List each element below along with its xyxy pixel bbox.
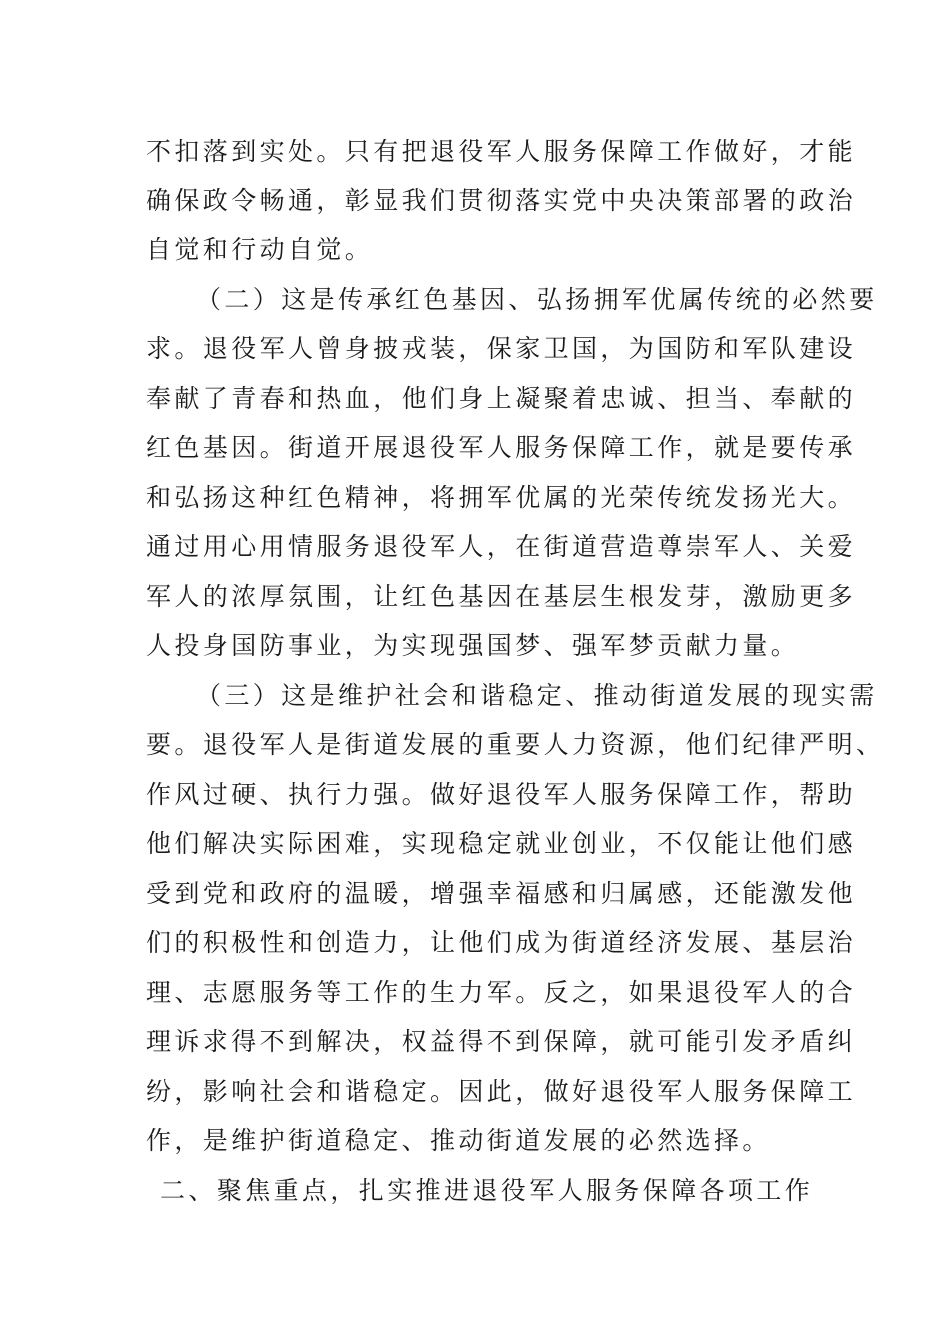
text-line: 自觉和行动自觉。 [146,235,374,264]
text-line: 理诉求得不到解决，权益得不到保障，就可能引发矛盾纠 [146,1027,857,1056]
text-line: 红色基因。街道开展退役军人服务保障工作，就是要传承 [146,433,857,462]
text-line: 奉献了青春和热血，他们身上凝聚着忠诚、担当、奉献的 [146,384,857,413]
text-line: 作风过硬、执行力强。做好退役军人服务保障工作，帮助 [146,780,857,809]
text-line: 理、志愿服务等工作的生力军。反之，如果退役军人的合 [146,978,857,1007]
paragraph-start-line: （二）这是传承红色基因、弘扬拥军优属传统的必然要 [196,285,878,314]
text-line: 军人的浓厚氛围，让红色基因在基层生根发芽，激励更多 [146,582,857,611]
text-line: 他们解决实际困难，实现稳定就业创业，不仅能让他们感 [146,829,857,858]
text-line: 要。退役军人是街道发展的重要人力资源，他们纪律严明、 [146,730,885,759]
text-line: 确保政令畅通，彰显我们贯彻落实党中央决策部署的政治 [146,186,857,215]
text-line: 人投身国防事业，为实现强国梦、强军梦贡献力量。 [146,631,800,660]
text-line: 纷，影响社会和谐稳定。因此，做好退役军人服务保障工 [146,1077,857,1106]
text-line: 和弘扬这种红色精神，将拥军优属的光荣传统发扬光大。 [146,483,857,512]
section-heading: 二、聚焦重点，扎实推进退役军人服务保障各项工作 [160,1176,814,1205]
text-line: 受到党和政府的温暖，增强幸福感和归属感，还能激发他 [146,879,857,908]
paragraph-start-line: （三）这是维护社会和谐稳定、推动街道发展的现实需 [196,681,878,710]
text-line: 们的积极性和创造力，让他们成为街道经济发展、基层治 [146,928,857,957]
text-line: 作，是维护街道稳定、推动街道发展的必然选择。 [146,1126,771,1155]
text-line: 不扣落到实处。只有把退役军人服务保障工作做好，才能 [146,137,857,166]
text-line: 求。退役军人曾身披戎装，保家卫国，为国防和军队建设 [146,334,857,363]
text-line: 通过用心用情服务退役军人，在街道营造尊崇军人、关爱 [146,532,857,561]
